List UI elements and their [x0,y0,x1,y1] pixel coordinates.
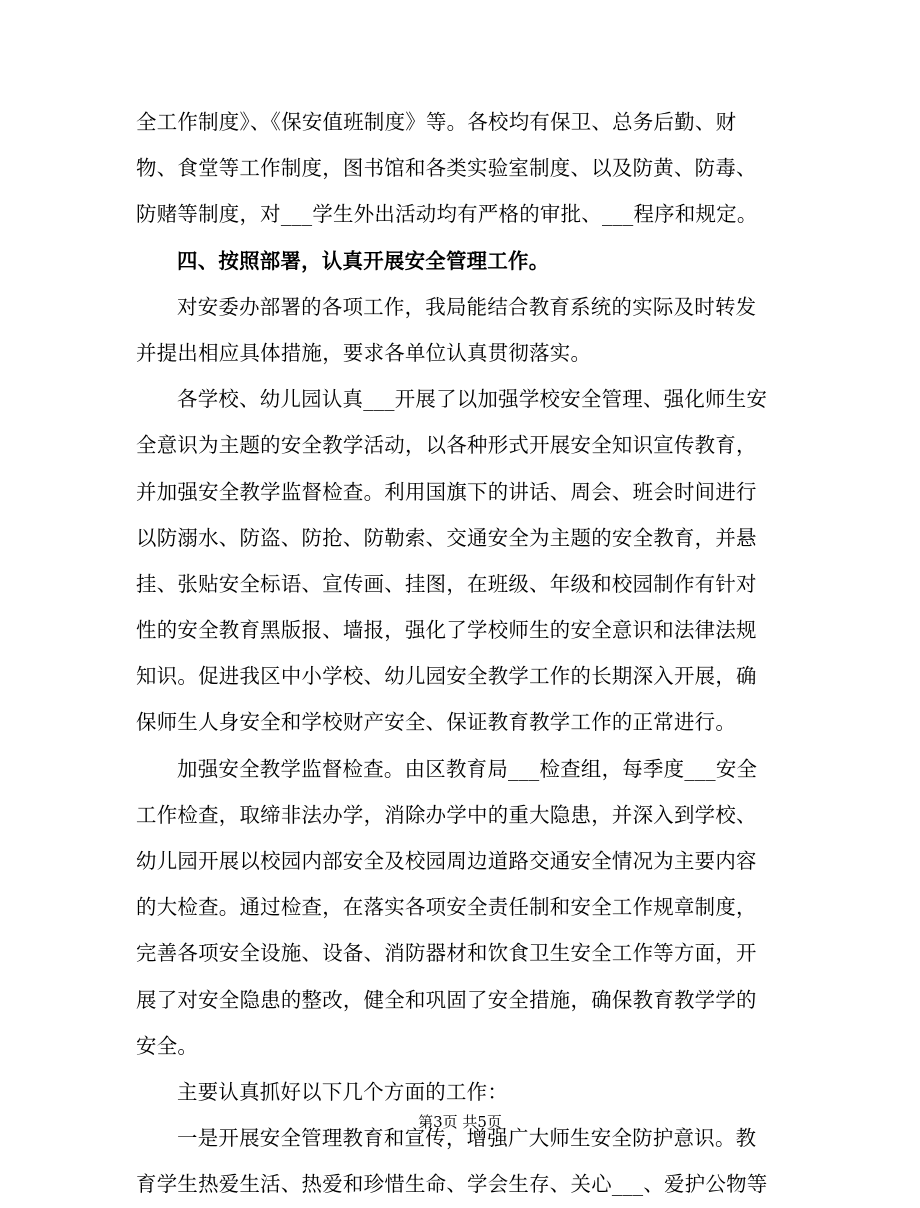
text-line: 物、食堂等工作制度，图书馆和各类实验室制度、以及防黄、防毒、 [136,156,757,181]
text-line: 防赌等制度，对___学生外出活动均有严格的审批、___程序和规定。 [136,202,758,227]
text-line: 工作检查，取缔非法办学，消除办学中的重大隐患，并深入到学校、 [136,802,757,827]
text-line: 以防溺水、防盗、防抢、防勒索、交通安全为主题的安全教育，并悬 [136,525,757,550]
section-heading: 四、按照部署，认真开展安全管理工作。 [177,248,550,273]
text-line: 展了对安全隐患的整改，健全和巩固了安全措施，确保教育教学学的 [136,987,757,1012]
text-line: 加强安全教学监督检查。由区教育局___检查组，每季度___安全 [177,756,758,781]
document-body [136,99,786,1208]
text-line: 全意识为主题的安全教学活动，以各种形式开展安全知识宣传教育， [136,433,757,458]
text-line: 安全。 [136,1033,199,1058]
text-line: 保师生人身安全和学校财产安全、保证教育教学工作的正常进行。 [136,710,737,735]
text-line: 幼儿园开展以校园内部安全及校园周边道路交通安全情况为主要内容 [136,849,757,873]
text-line: 挂、张贴安全标语、宣传画、挂图，在班级、年级和校园制作有针对 [136,571,757,596]
text-line: 对安委办部署的各项工作，我局能结合教育系统的实际及时转发 [177,294,757,319]
text-line: 一是开展安全管理教育和宣传，增强广大师生安全防护意识。教 [177,1126,757,1151]
text-line: 主要认真抓好以下几个方面的工作： [177,1079,509,1104]
text-line: 全工作制度》、《保安值班制度》等。各校均有保卫、总务后勤、财 [136,110,737,134]
text-line: 知识。促进我区中小学校、幼儿园安全教学工作的长期深入开展，确 [136,664,757,689]
text-line: 并提出相应具体措施，要求各单位认真贯彻落实。 [136,340,592,365]
page-number-footer: 第3页 共5页 [418,1113,502,1131]
text-line: 育学生热爱生活、热爱和珍惜生命、学会生存、关心___、爱护公物等 [136,1172,768,1197]
text-line: 并加强安全教学监督检查。利用国旗下的讲话、周会、班会时间进行 [136,479,757,504]
text-line: 性的安全教育黑版报、墙报，强化了学校师生的安全意识和法律法规 [136,618,757,643]
text-line: 各学校、幼儿园认真___开展了以加强学校安全管理、强化师生安 [177,387,768,412]
text-line: 的大检查。通过检查，在落实各项安全责任制和安全工作规章制度， [136,895,757,920]
text-line: 完善各项安全设施、设备、消防器材和饮食卫生安全工作等方面，开 [136,941,757,966]
